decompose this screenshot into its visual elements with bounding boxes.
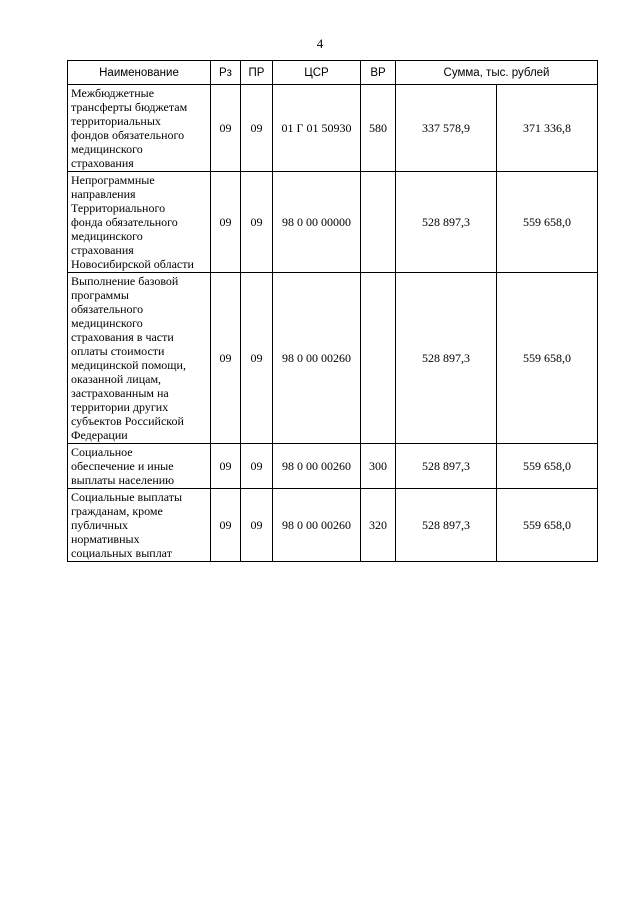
cell-csr: 98 0 00 00000 — [273, 172, 361, 273]
cell-pr: 09 — [241, 489, 273, 562]
cell-csr: 01 Г 01 50930 — [273, 85, 361, 172]
cell-sum-year1: 528 897,3 — [396, 444, 497, 489]
cell-sum-year1: 337 578,9 — [396, 85, 497, 172]
cell-pr: 09 — [241, 444, 273, 489]
table-header-row — [68, 61, 598, 85]
cell-pr: 09 — [241, 85, 273, 172]
cell-rz: 09 — [211, 444, 241, 489]
cell-csr: 98 0 00 00260 — [273, 444, 361, 489]
cell-sum-year2: 559 658,0 — [497, 273, 598, 444]
cell-vr: 300 — [361, 444, 396, 489]
budget-table — [67, 60, 598, 562]
cell-sum-year2: 559 658,0 — [497, 444, 598, 489]
cell-name: Социальное обеспечение и иные выплаты населению — [68, 444, 211, 489]
header-vr: ВР — [361, 61, 396, 85]
header-rz: Рз — [211, 61, 241, 85]
cell-sum-year2: 559 658,0 — [497, 489, 598, 562]
cell-sum-year2: 371 336,8 — [497, 85, 598, 172]
cell-name: Социальные выплаты гражданам, кроме публичных нормативных социальных выплат — [68, 489, 211, 562]
cell-name: Непрограммные направления Территориального фонда обязательного медицинского страхования Новосибирской области — [68, 172, 211, 273]
cell-vr — [361, 273, 396, 444]
cell-csr: 98 0 00 00260 — [273, 273, 361, 444]
cell-vr: 580 — [361, 85, 396, 172]
cell-sum-year2: 559 658,0 — [497, 172, 598, 273]
table-row — [68, 85, 598, 172]
cell-vr — [361, 172, 396, 273]
header-pr: ПР — [241, 61, 273, 85]
cell-rz: 09 — [211, 489, 241, 562]
cell-sum-year1: 528 897,3 — [396, 172, 497, 273]
table-row — [68, 273, 598, 444]
table-row — [68, 444, 598, 489]
cell-rz: 09 — [211, 273, 241, 444]
table-row — [68, 172, 598, 273]
table-row — [68, 489, 598, 562]
cell-name: Межбюджетные трансферты бюджетам территориальных фондов обязательного медицинского страхования — [68, 85, 211, 172]
cell-rz: 09 — [211, 172, 241, 273]
cell-name: Выполнение базовой программы обязательного медицинского страхования в части оплаты стоимости медицинской помощи, оказанной лицам, застрахованным на территории других субъектов Российской Федерации — [68, 273, 211, 444]
cell-vr: 320 — [361, 489, 396, 562]
header-name: Наименование — [68, 61, 211, 85]
page-number: 4 — [316, 36, 324, 51]
cell-pr: 09 — [241, 273, 273, 444]
cell-pr: 09 — [241, 172, 273, 273]
header-sum: Сумма, тыс. рублей — [396, 61, 598, 85]
cell-csr: 98 0 00 00260 — [273, 489, 361, 562]
header-csr: ЦСР — [273, 61, 361, 85]
cell-rz: 09 — [211, 85, 241, 172]
cell-sum-year1: 528 897,3 — [396, 489, 497, 562]
cell-sum-year1: 528 897,3 — [396, 273, 497, 444]
